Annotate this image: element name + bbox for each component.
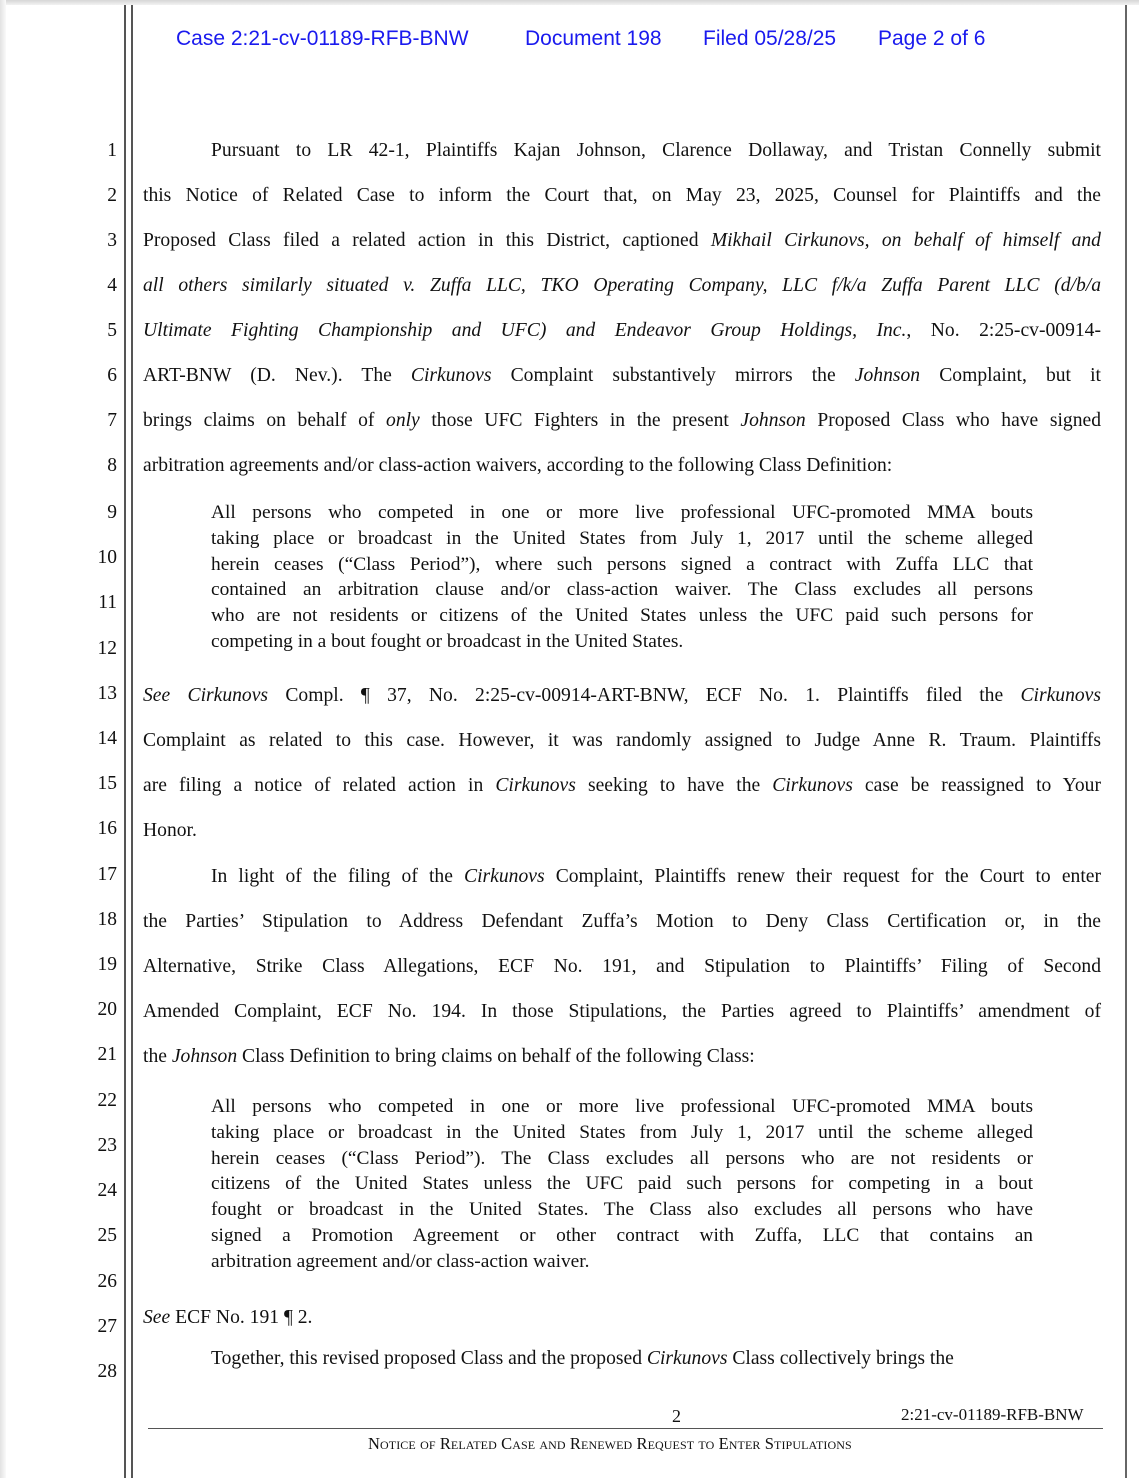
line-number: 8	[107, 455, 117, 476]
text-run: arbitration agreements and/or class-action waivers, according to the following Class Definition:	[143, 455, 893, 476]
line-number: 20	[97, 999, 117, 1020]
body-text-line	[143, 230, 1101, 252]
text-run: Alternative, Strike Class Allegations, ECF No. 191, and Stipulation to Plaintiffs’ Filing of Second	[143, 956, 1101, 977]
text-run: Compl. ¶ 37, No. 2:25-cv-00914-ART-BNW, ECF No. 1. Plaintiffs filed the	[268, 685, 1021, 706]
text-run: Together, this revised proposed Class and the proposed	[211, 1348, 647, 1369]
text-run: Complaint, but it	[920, 365, 1102, 386]
block-quote-line: herein ceases (“Class Period”), where such persons signed a contract with Zuffa LLC that	[211, 553, 1033, 575]
block-quote-line: signed a Promotion Agreement or other contract with Zuffa, LLC that contains an	[211, 1224, 1033, 1246]
italic-text: Johnson	[171, 1046, 238, 1067]
body-text-line	[143, 275, 1101, 297]
line-number: 15	[97, 773, 117, 794]
text-run: Amended Complaint, ECF No. 194. In those Stipulations, the Parties agreed to Plaintiffs’ amendment of	[143, 1001, 1101, 1022]
block-quote-line: who are not residents or citizens of the United States unless the UFC paid such persons for	[211, 605, 1033, 627]
block-quote-line: citizens of the United States unless the UFC paid such persons for competing in a bout	[211, 1173, 1033, 1195]
text-run: the Parties’ Stipulation to Address Defendant Zuffa’s Motion to Deny Class Certification or, in the	[143, 911, 1101, 932]
header-case-number: Case 2:21-cv-01189-RFB-BNW	[176, 27, 469, 50]
footer-page-number: 2	[672, 1406, 681, 1426]
pleading-margin-rule	[131, 5, 133, 1478]
body-text-line	[211, 866, 1101, 888]
text-run: Class collectively brings the	[727, 1348, 954, 1369]
body-text-line	[143, 1001, 1101, 1023]
footer-case-number: 2:21-cv-01189-RFB-BNW	[901, 1405, 1084, 1424]
pleading-margin-rule	[124, 5, 126, 1478]
italic-text: Mikhail Cirkunovs, on behalf of himself and	[710, 230, 1101, 251]
line-number: 23	[97, 1135, 117, 1156]
line-number: 21	[97, 1044, 117, 1065]
text-run: , No. 2:25-cv-00914-	[906, 320, 1101, 341]
italic-text: Cirkunovs	[464, 866, 545, 887]
line-number: 12	[97, 638, 117, 659]
footer-document-title: Notice of Related Case and Renewed Request to Enter Stipulations	[368, 1434, 852, 1453]
line-number: 14	[97, 728, 117, 749]
text-run: Pursuant to LR 42-1, Plaintiffs Kajan Johnson, Clarence Dollaway, and Tristan Connelly submit	[211, 140, 1101, 161]
italic-text: Cirkunovs	[646, 1348, 728, 1369]
footer-divider	[148, 1428, 1103, 1429]
block-quote-line: herein ceases (“Class Period”). The Class excludes all persons who are not residents or	[211, 1147, 1033, 1169]
body-text-line	[143, 911, 1101, 933]
body-text-line	[143, 410, 1101, 432]
body-text-line	[143, 1307, 1101, 1329]
line-number: 22	[97, 1090, 117, 1111]
body-text-line	[211, 1348, 1101, 1370]
italic-text: See	[143, 1307, 171, 1328]
block-quote-line: taking place or broadcast in the United States from July 1, 2017 until the scheme alleged	[211, 527, 1033, 549]
italic-text: Cirkunovs	[772, 775, 853, 796]
body-text-line	[143, 820, 1101, 842]
block-quote-class-definition	[211, 1094, 1033, 1275]
line-number: 6	[107, 365, 117, 386]
italic-text: Cirkunovs	[1020, 685, 1101, 706]
block-quote-line: competing in a bout fought or broadcast in the United States.	[211, 630, 684, 652]
header-filed-date: Filed 05/28/25	[703, 27, 837, 50]
body-text-line	[143, 685, 1101, 707]
text-run: those UFC Fighters in the present	[419, 410, 741, 431]
block-quote-class-definition	[211, 500, 1033, 655]
line-number: 5	[107, 320, 117, 341]
text-run: Class Definition to bring claims on behalf of the following Class:	[237, 1046, 755, 1067]
line-number: 11	[98, 592, 117, 613]
body-text-line	[143, 455, 1101, 477]
text-run: ART-BNW (D. Nev.). The	[143, 365, 411, 386]
body-text-line	[143, 730, 1101, 752]
text-run: ECF No. 191 ¶ 2.	[170, 1307, 313, 1328]
line-number: 27	[97, 1316, 117, 1337]
text-run: brings claims on behalf of	[143, 410, 387, 431]
line-number: 18	[97, 909, 117, 930]
italic-text: Johnson	[854, 365, 921, 386]
block-quote-line: contained an arbitration clause and/or class-action waiver. The Class excludes all persons	[211, 579, 1033, 601]
line-number: 28	[97, 1361, 117, 1382]
line-number: 25	[97, 1225, 117, 1246]
line-number: 7	[107, 410, 117, 431]
text-run: case be reassigned to Your	[852, 775, 1101, 796]
italic-text: Cirkunovs	[410, 365, 492, 386]
viewer-left-edge	[0, 0, 6, 1478]
text-run: In light of the filing of the	[211, 866, 465, 887]
text-run: Complaint, Plaintiffs renew their request for the Court to enter	[544, 866, 1102, 887]
line-number: 13	[97, 683, 117, 704]
line-number: 3	[107, 230, 117, 251]
block-quote-line: All persons who competed in one or more live professional UFC-promoted MMA bouts	[211, 502, 1033, 523]
italic-text: Cirkunovs	[495, 775, 576, 796]
text-run: Proposed Class filed a related action in this District, captioned	[143, 230, 711, 251]
italic-text: all others similarly situated v. Zuffa LLC, TKO Operating Company, LLC f/k/a Zuffa Parent LLC (d/b/a	[143, 275, 1101, 296]
text-run: are filing a notice of related action in	[143, 775, 496, 796]
body-text-line	[143, 956, 1101, 978]
body-text-line	[143, 320, 1101, 342]
text-run: Honor.	[143, 820, 197, 841]
text-run: Complaint substantively mirrors the	[491, 365, 855, 386]
line-number: 1	[107, 140, 117, 161]
body-text-line	[143, 365, 1101, 387]
header-document-number: Document 198	[525, 27, 662, 50]
pleading-right-rule	[1125, 5, 1127, 1478]
header-page-indicator: Page 2 of 6	[878, 27, 986, 50]
line-number: 9	[107, 502, 117, 523]
text-run: seeking to have the	[575, 775, 773, 796]
viewer-top-edge	[0, 0, 1139, 5]
block-quote-line: taking place or broadcast in the United States from July 1, 2017 until the scheme alleged	[211, 1121, 1033, 1143]
block-quote-line: fought or broadcast in the United States. The Class also excludes all persons who have	[211, 1199, 1033, 1221]
italic-text: Ultimate Fighting Championship and UFC) and Endeavor Group Holdings, Inc.	[143, 320, 907, 341]
line-number: 19	[97, 954, 117, 975]
text-run: Complaint as related to this case. However, it was randomly assigned to Judge Anne R. Traum. Plaintiffs	[143, 730, 1101, 751]
line-number: 17	[97, 864, 117, 885]
block-quote-line: arbitration agreement and/or class-action waiver.	[211, 1250, 590, 1272]
line-number: 4	[107, 275, 117, 296]
line-number: 26	[97, 1271, 117, 1292]
italic-text: See Cirkunovs	[143, 685, 269, 706]
line-number: 10	[97, 547, 117, 568]
text-run: Proposed Class who have signed	[805, 410, 1102, 431]
italic-text: Johnson	[740, 410, 806, 431]
italic-text: only	[386, 410, 420, 431]
body-text-line	[211, 140, 1101, 162]
line-number: 24	[97, 1180, 117, 1201]
block-quote-line: All persons who competed in one or more live professional UFC-promoted MMA bouts	[211, 1096, 1033, 1117]
body-text-line	[143, 1046, 1101, 1068]
body-text-line	[143, 185, 1101, 207]
text-run: this Notice of Related Case to inform the Court that, on May 23, 2025, Counsel for Plaintiffs and the	[143, 185, 1101, 206]
body-text-line	[143, 775, 1101, 797]
line-number: 16	[97, 818, 117, 839]
line-number: 2	[107, 185, 117, 206]
text-run: the	[143, 1046, 172, 1067]
